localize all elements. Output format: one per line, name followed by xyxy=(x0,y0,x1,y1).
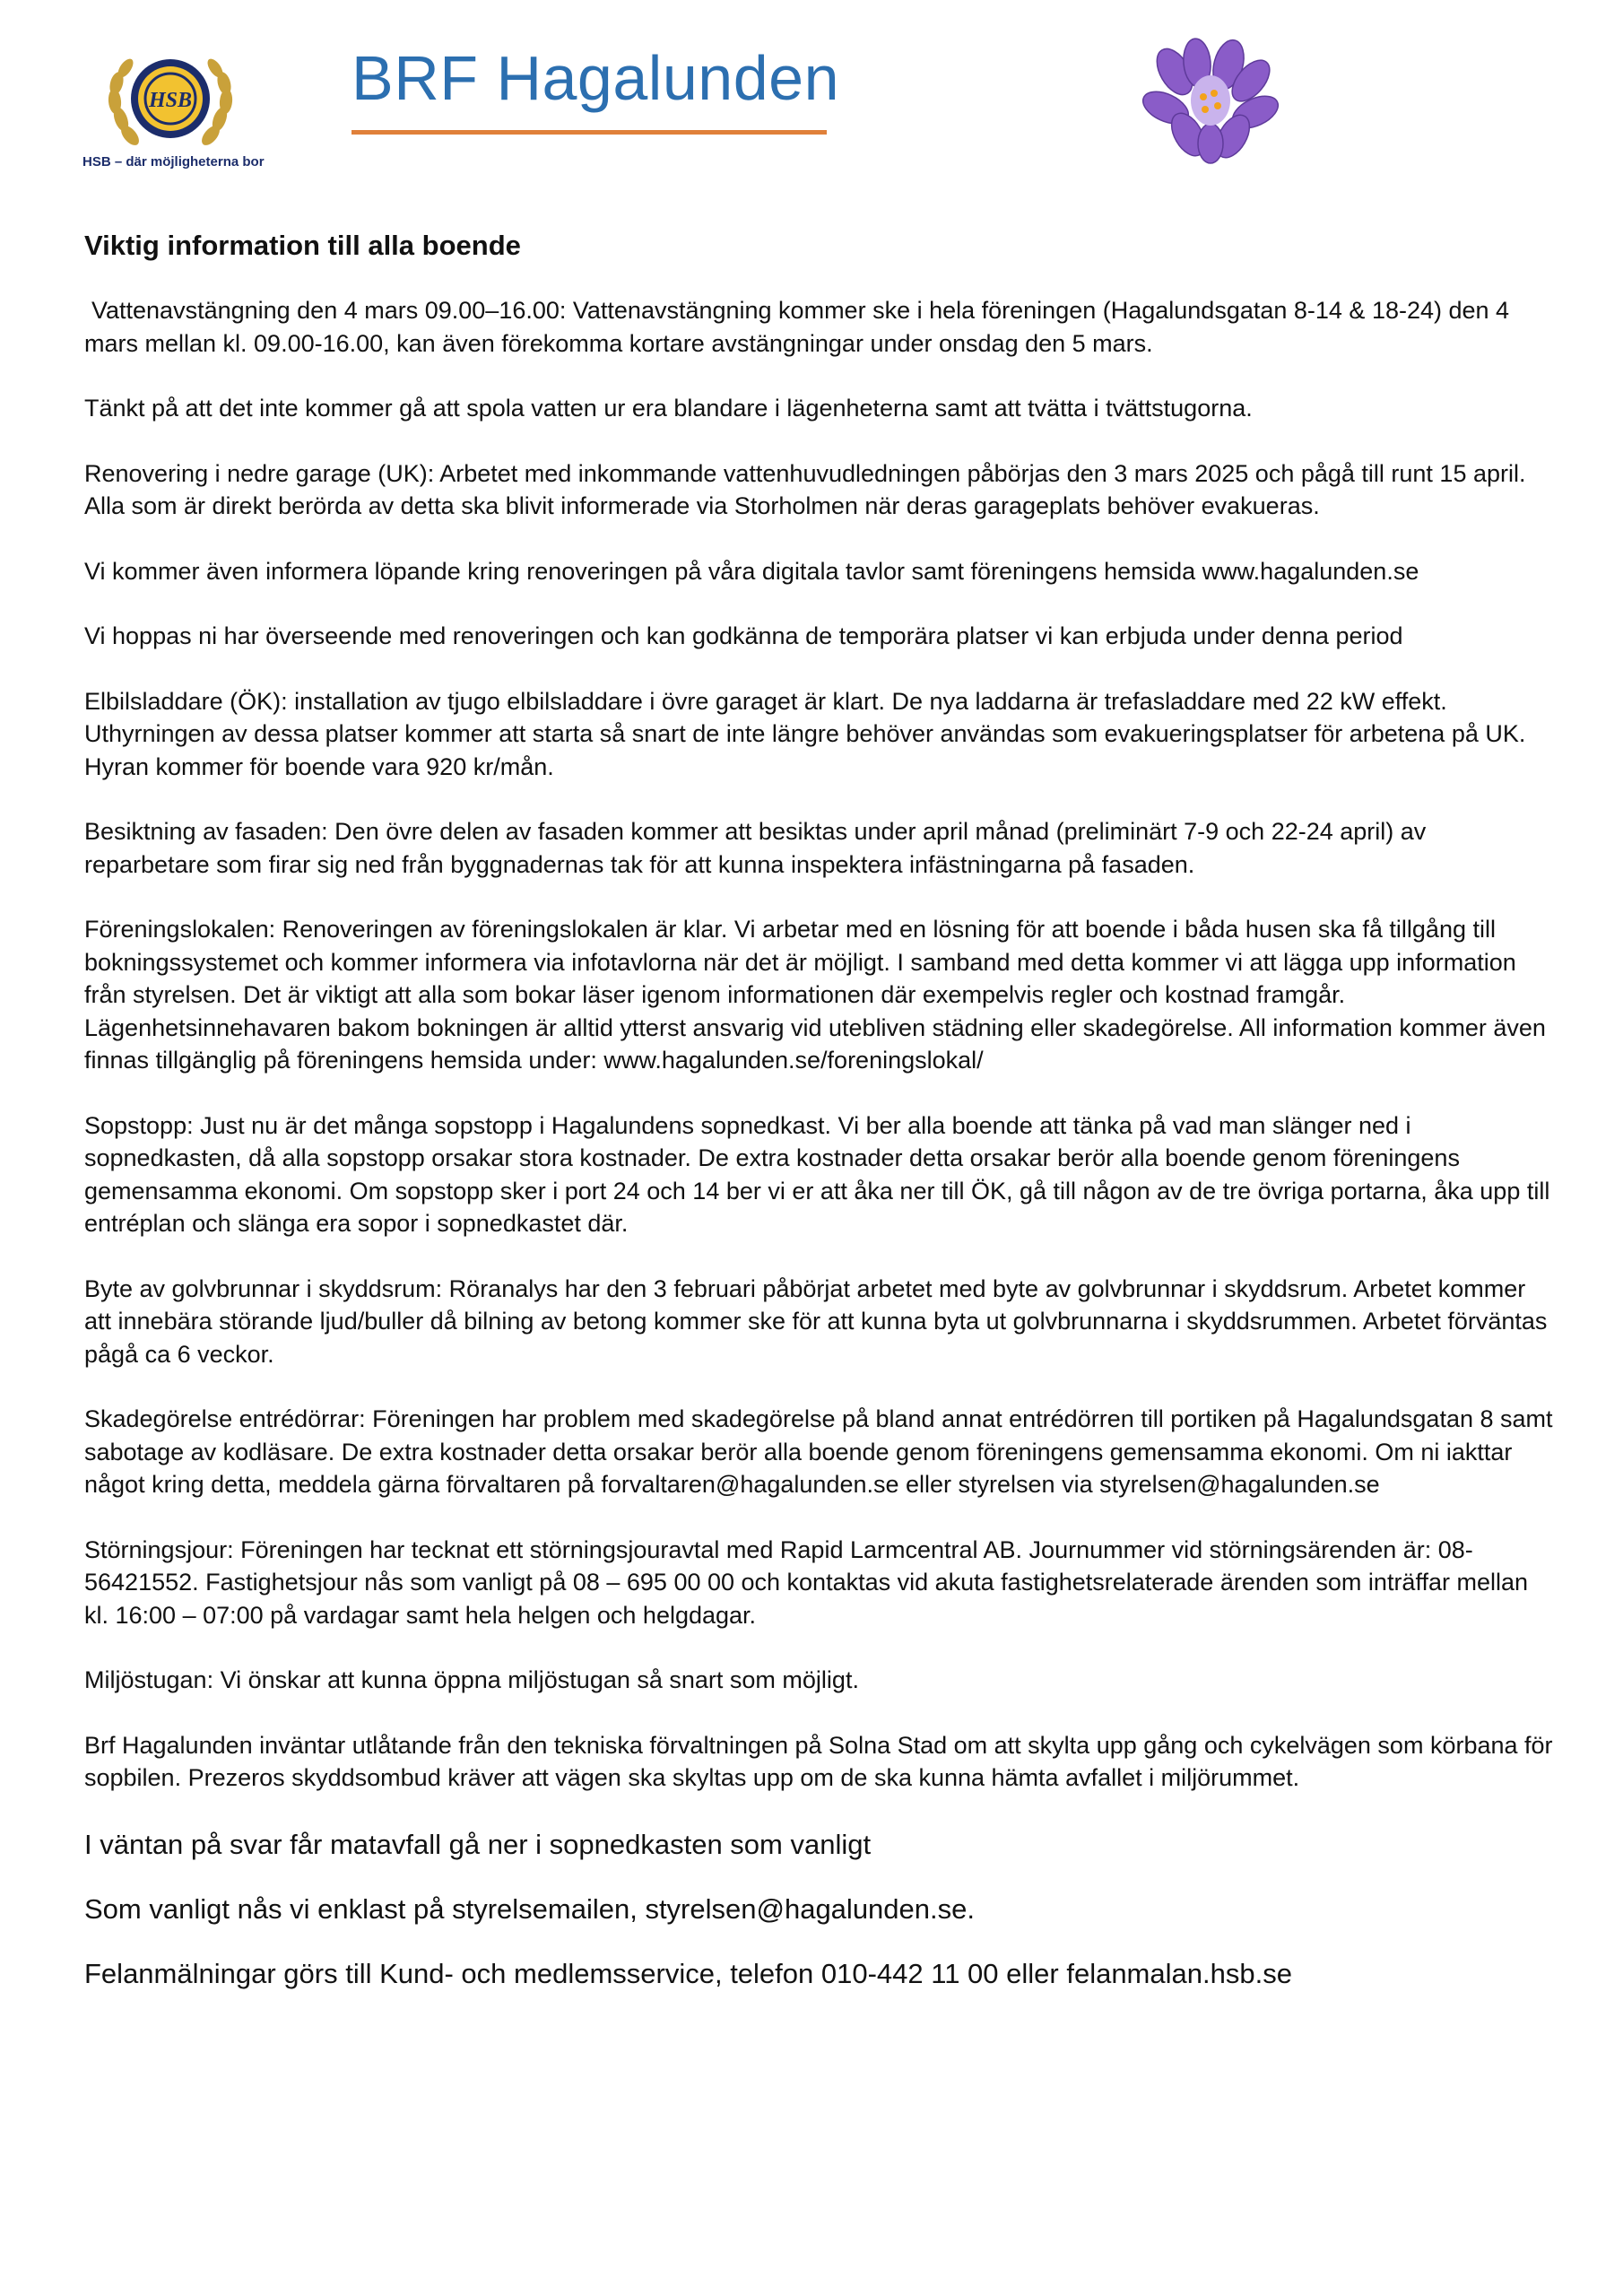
para-water-shutoff: Vattenavstängning den 4 mars 09.00–16.00: Vattenavstängning kommer ske i hela föreningen (Hagalundsgatan 8-14 & 18-24) den 4 mars mellan kl. 09.00-16.00, kan även förekomma kortare avstängningar under onsdag den 5 mars. xyxy=(84,297,1510,357)
brand-underline xyxy=(352,130,827,135)
para-facade-inspection: Besiktning av fasaden: Den övre delen av fasaden kommer att besiktas under april månad (preliminärt 7-9 och 22-24 april) av reparbetare som firar sig ned från byggnadernas tak för att kunna inspektera infästningarna på fasaden. xyxy=(84,818,1427,878)
para-road-signage: Brf Hagalunden inväntar utlåtande från den tekniska förvaltningen på Solna Stad om att skylta upp gång och cykelvägen som körbana för sopbilen. Prezeros skyddsombud kräver att vägen ska skyltas upp om de ska kunna hämta avfallet i miljörummet. xyxy=(84,1731,1553,1792)
association-name: BRF Hagalunden xyxy=(352,43,839,113)
notice-body xyxy=(84,229,1555,2021)
hsb-logo-text: HSB xyxy=(148,89,193,112)
notice-title: Viktig information till alla boende xyxy=(84,230,521,261)
para-garage-renovation: Renovering i nedre garage (UK): Arbetet med inkommande vattenhuvudledningen påbörjas den 3 mars 2025 och pågå till runt 15 april. Alla som är direkt berörda av detta ska blivit informerade via Storholmen när deras garageplats behöver evakueras. xyxy=(84,459,1526,520)
para-ev-chargers: Elbilsladdare (ÖK): installation av tjugo elbilsladdare i övre garaget är klart. De nya laddarna är trefasladdare med 22 kW effekt. Uthyrningen av dessa platser kommer att starta så snart de inte längre behöver användas som evakueringsplatser för arbetena på UK. Hyran kommer för boende vara 920 kr/mån. xyxy=(84,687,1526,780)
para-temporary-spaces: Vi hoppas ni har överseende med renoveringen och kan godkänna de temporära platser vi kan erbjuda under denna period xyxy=(84,622,1403,650)
crocus-flowers-icon xyxy=(1139,36,1282,166)
page-header xyxy=(0,0,1623,179)
para-recycling-room: Miljöstugan: Vi önskar att kunna öppna miljöstugan så snart som möjligt. xyxy=(84,1666,859,1694)
para-garbage-chute: Sopstopp: Just nu är det många sopstopp i Hagalundens sopnedkast. Vi ber alla boende att tänka på vad man slänger ned i sopnedkasten, då alla sopstopp orsakar stora kostnader. De extra kostnader detta orsakar berör alla boende genom föreningens gemensamma ekonomi. Om sopstopp sker i port 24 och 14 ber vi er att åka ner till ÖK, gå till någon av de tre övriga portarna, åka upp till entréplan och slänga era sopor i sopnedkastet där. xyxy=(84,1111,1550,1238)
closing-fault-report: Felanmälningar görs till Kund- och medlemsservice, telefon 010-442 11 00 eller felanmalan.hsb.se xyxy=(84,1957,1292,1989)
para-renovation-updates: Vi kommer även informera löpande kring renoveringen på våra digitala tavlor samt föreningens hemsida www.hagalunden.se xyxy=(84,557,1419,585)
para-disturbance-service: Störningsjour: Föreningen har tecknat ett störningsjouravtal med Rapid Larmcentral AB. Journummer vid störningsärenden är: 08-56421552. Fastighetsjour nås som vanligt på 08 – 695 00 00 och kontaktas vid akuta fastighetsrelaterade ärenden som inträffar mellan kl. 16:00 – 07:00 på vardagar samt hela helgen och helgdagar. xyxy=(84,1535,1529,1629)
para-water-note: Tänkt på att det inte kommer gå att spola vatten ur era blandare i lägenheterna samt att tvätta i tvättstugorna. xyxy=(84,395,1253,422)
hsb-tagline: HSB – där möjligheterna bor xyxy=(82,154,265,170)
closing-contact-email: Som vanligt nås vi enklast på styrelsemailen, styrelsen@hagalunden.se. xyxy=(84,1892,975,1925)
para-floor-drains: Byte av golvbrunnar i skyddsrum: Röranalys har den 3 februari påbörjat arbetet med byte av golvbrunnar i skyddsrum. Arbetet kommer att innebära störande ljud/buller då bilning av betong kommer ske för att kunna byta ut golvbrunnarna i skyddsrummen. Arbetet förväntas pågå ca 6 veckor. xyxy=(84,1274,1548,1368)
para-community-room: Föreningslokalen: Renoveringen av föreningslokalen är klar. Vi arbetar med en lösning för att boende i båda husen ska få tillgång till bokningssystemet och kommer informera via infotavlorna när det är möjligt. I samband med detta kommer vi att lägga upp information från styrelsen. Det är viktigt att alla som bokar läser igenom informationen där exempelvis regler och kostnad framgår. Lägenhetsinnehavaren bakom bokningen är alltid ytterst ansvarig vid utebliven städning eller skadegörelse. All information kommer även finnas tillgänglig på föreningens hemsida under: www.hagalunden.se/foreningslokal/ xyxy=(84,916,1546,1074)
para-entrance-doors: Skadegörelse entrédörrar: Föreningen har problem med skadegörelse på bland annat entrédörren till portiken på Hagalundsgatan 8 samt sabotage av kodläsare. De extra kostnader detta orsakar berör alla boende genom föreningens gemensamma ekonomi. Om ni iakttar något kring detta, meddela gärna förvaltaren på forvaltaren@hagalunden.se eller styrelsen via styrelsen@hagalunden.se xyxy=(84,1405,1553,1499)
closing-food-waste: I väntan på svar får matavfall gå ner i sopnedkasten som vanligt xyxy=(84,1828,872,1860)
